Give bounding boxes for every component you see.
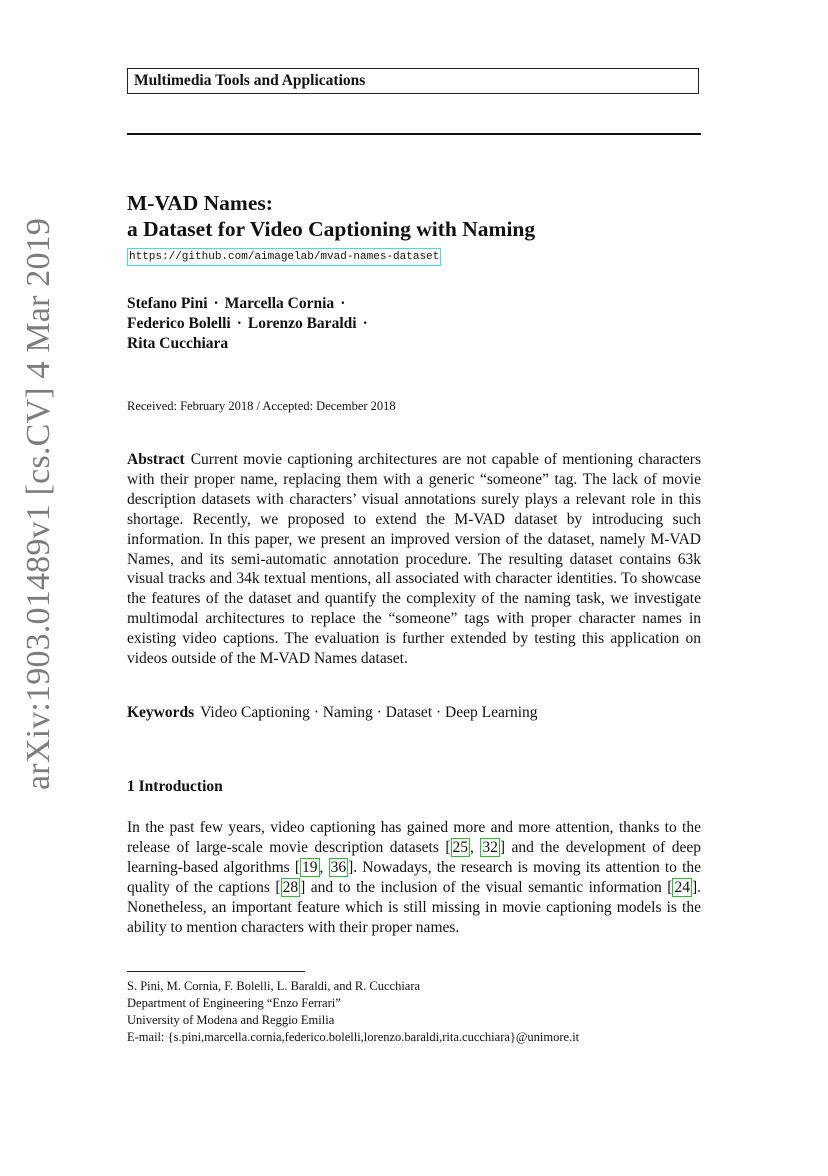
intro-text: In the past few years, video captioning has gained more and more attention, thanks to the release of large-scale movie description datasets bbox=[127, 819, 701, 856]
abstract-text: Current movie captioning architectures are not capable of mentioning characters with their proper name, replacing them with a generic “someone” tag. The lack of movie description datasets with characters’ visual annotations surely plays a relevant role in this shortage. Recently, we proposed to extend the M-VAD dataset by introducing such information. In this paper, we present an improved version of the dataset, namely M-VAD Names, and its semi-automatic annotation procedure. The resulting dataset contains 63k visual tracks and 34k textual mentions, all associated with character identities. To showcase the features of the dataset and quantify the complexity of the naming task, we investigate multimodal architectures to replace the “someone” tags with proper character names in existing video captions. The evaluation is further extended by testing this application on videos outside of the M-VAD Names dataset. bbox=[127, 451, 701, 668]
footnote-university: University of Modena and Reggio Emilia bbox=[127, 1013, 335, 1027]
journal-header bbox=[127, 68, 699, 94]
author-separator: · bbox=[362, 315, 368, 332]
paper-title bbox=[127, 190, 535, 242]
citation-link[interactable]: 28 bbox=[282, 878, 299, 896]
author-separator: · bbox=[236, 315, 242, 332]
citation-link[interactable]: 25 bbox=[452, 838, 469, 856]
keywords bbox=[127, 704, 538, 722]
keywords-heading: Keywords bbox=[127, 704, 195, 721]
arxiv-identifier-stamp: arXiv:1903.01489v1 [cs.CV] 4 Mar 2019 bbox=[20, 217, 57, 790]
received-dates: Received: February 2018 / Accepted: December 2018 bbox=[127, 399, 396, 413]
citation-link[interactable]: 32 bbox=[482, 838, 498, 856]
intro-text: and the development of deep learning-based algorithms bbox=[127, 838, 702, 876]
footnote-authors: S. Pini, M. Cornia, F. Bolelli, L. Baraldi, and R. Cucchiara bbox=[127, 979, 421, 993]
dataset-url-link[interactable]: https://github.com/aimagelab/mvad-names-dataset bbox=[127, 248, 441, 266]
intro-text: and to the inclusion of the visual semantic information bbox=[305, 878, 668, 896]
citation-separator: , bbox=[470, 838, 481, 856]
abstract bbox=[127, 450, 701, 669]
author-name: Stefano Pini bbox=[127, 295, 208, 312]
footnote-rule bbox=[127, 971, 305, 972]
journal-name: Multimedia Tools and Applications bbox=[134, 72, 366, 89]
title-line-2: a Dataset for Video Captioning with Naming bbox=[127, 217, 536, 241]
keywords-text: Video Captioning · Naming · Dataset · Deep Learning bbox=[200, 704, 538, 721]
abstract-heading: Abstract bbox=[127, 451, 185, 468]
author-separator: · bbox=[340, 295, 346, 312]
citation-separator: , bbox=[319, 858, 329, 876]
footnote-department: Department of Engineering “Enzo Ferrari” bbox=[127, 996, 341, 1010]
author-list bbox=[127, 294, 374, 354]
citation-link[interactable]: 36 bbox=[330, 858, 347, 876]
author-name: Federico Bolelli bbox=[127, 315, 231, 332]
intro-text: . Nonetheless, an important feature which is still missing in movie captioning models is the ability to mention characters with their proper names. bbox=[127, 878, 701, 936]
footnote-email: E-mail: {s.pini,marcella.cornia,federico.bolelli,lorenzo.baraldi,rita.cucchiara}@unimore.it bbox=[127, 1030, 580, 1044]
author-name: Rita Cucchiara bbox=[127, 335, 229, 352]
title-line-1: M-VAD Names: bbox=[127, 191, 273, 215]
section-heading-introduction: 1 Introduction bbox=[127, 778, 223, 795]
author-line-3 bbox=[127, 334, 374, 354]
author-name: Marcella Cornia bbox=[224, 295, 335, 312]
intro-text: . Nowadays, the research is moving its attention to the quality of the captions bbox=[127, 858, 702, 896]
introduction-paragraph: In the past few years, video captioning has gained more and more attention, thanks to the release of large-scale movie description datasets [ 25 , 32 ] and the development of deep learning-based algorithms [ 19 , 36 ]. Nowadays, the research is moving its attention to the quality of the captions [ 28 ] and to the inclusion of the visual semantic information [ 24 ]. Nonetheless, an important feature which is still missing in movie captioning models is the ability to mention characters with their proper names. bbox=[127, 819, 702, 936]
affiliation-footnote bbox=[127, 978, 579, 1046]
header-rule bbox=[127, 133, 701, 135]
citation-link[interactable]: 19 bbox=[302, 858, 318, 876]
author-line-2 bbox=[127, 314, 374, 334]
citation-link[interactable]: 24 bbox=[674, 878, 690, 896]
author-separator: · bbox=[213, 295, 219, 312]
author-name: Lorenzo Baraldi bbox=[247, 315, 357, 332]
author-line-1 bbox=[127, 294, 374, 314]
